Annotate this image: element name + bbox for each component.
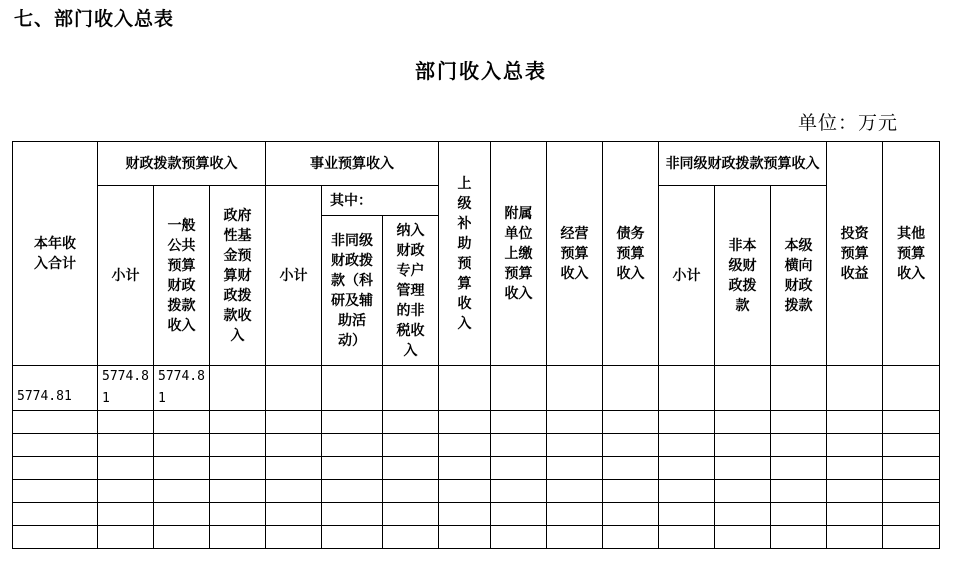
- table-row: [13, 480, 940, 503]
- cell-fiscal-subtotal: 5774.81: [98, 366, 154, 411]
- table-row: [13, 503, 940, 526]
- table-row: [13, 457, 940, 480]
- header-non-local: 非本级财政拨款: [715, 186, 771, 366]
- header-general-public: 一般公共预算财政拨款收入: [154, 186, 210, 366]
- header-fiscal-group: 财政拨款预算收入: [98, 142, 266, 186]
- header-other: 其他预算收入: [883, 142, 940, 366]
- header-debt: 债务预算收入: [603, 142, 659, 366]
- header-enterprise-subtotal: 小计: [266, 186, 322, 366]
- cell-general-public: 5774.81: [154, 366, 210, 411]
- header-operating: 经营预算收入: [547, 142, 603, 366]
- header-among: 其中：: [322, 186, 439, 216]
- unit-label: 单位：万元: [797, 112, 898, 134]
- header-affiliated: 附属单位上缴预算收入: [491, 142, 547, 366]
- header-investment: 投资预算收益: [827, 142, 883, 366]
- table-row: [13, 526, 940, 549]
- header-non-same-group: 非同级财政拨款预算收入: [659, 142, 827, 186]
- table-row: [13, 366, 940, 411]
- cell-total: 5774.81: [13, 366, 98, 411]
- header-special-account: 纳入财政专户管理的非税收入: [383, 216, 439, 366]
- table-title: 部门收入总表: [415, 59, 547, 83]
- header-horizontal: 本级横向财政拨款: [771, 186, 827, 366]
- header-non-same-subtotal: 小计: [659, 186, 715, 366]
- department-income-table: [12, 141, 940, 549]
- header-upper-subsidy: 上级补助预算收入: [439, 142, 491, 366]
- table-row: [13, 411, 940, 434]
- section-heading: 七、部门收入总表: [14, 8, 175, 30]
- header-gov-fund: 政府性基金预算财政拨款收入: [210, 186, 266, 366]
- header-total: 本年收入合计: [13, 142, 98, 366]
- table-row: [13, 434, 940, 457]
- header-non-same-level: 非同级财政拨款（科研及辅助活动）: [322, 216, 383, 366]
- header-enterprise-group: 事业预算收入: [266, 142, 439, 186]
- header-fiscal-subtotal: 小计: [98, 186, 154, 366]
